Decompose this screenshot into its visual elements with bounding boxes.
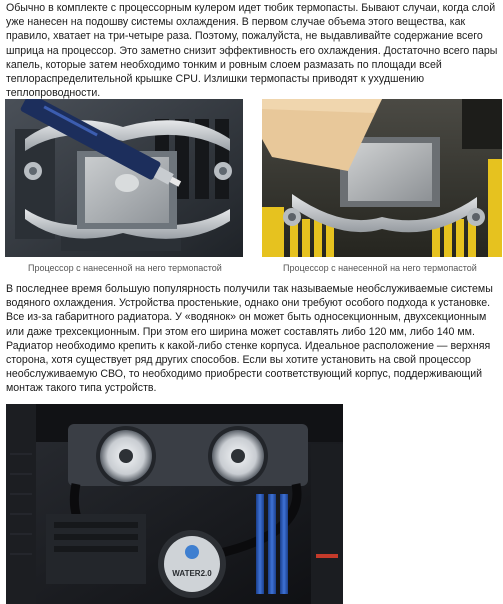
cpu-thermal-paste-syringe-photo <box>5 99 243 257</box>
intro-text-start: Обычно в комплекте с процессорным кулером идет тюбик термопасты. Бывают случаи, когда слой уже нанесен на подошву системы охлаждения. В первом случае объема этого вещества, как правило, хватает на три-четыре раза. Поэтому, <box>6 2 496 43</box>
cooler-logo-text: WATER2.0 <box>172 569 212 578</box>
intro-text-end: . Это заметно снизит эффективность его охлаждения. Достаточно всего пары капель, которые затем необходимо тонким и ровным слоем размазать по площади всей теплораспределительной крышке CPU. Излишки термопасты приводят к ухудшению теплопроводности. <box>6 44 498 100</box>
intro-paragraph <box>6 1 500 100</box>
water-cooling-install-photo <box>6 404 343 604</box>
water-cooling-paragraph: В последнее время большую популярность получили так называемые необслуживаемые системы водяного охлаждения. Устройства простенькие, однако они требуют особого подхода к установке. Все из-за габаритного радиатора. У «водянок» он может быть односекционным, двухсекционным или даже трехсекционным. При этом его ширина может составлять либо 120 мм, либо 140 мм. Радиатор необходимо крепить к какой-либо стенке корпуса. Идеальное расположение — верхняя сторона, хотя существует ряд других способов. Если вы хотите установить на свой процессор необслуживаемую СВО, то необходимо приобрести соответствующий корпус, поддерживающий монтаж такого типа устройств. <box>6 283 493 395</box>
highlighted-warning: пожалуйста, не выдавливайте содержание всего шприца на процессор <box>6 30 483 57</box>
cpu-thermal-pad-photo <box>262 99 502 257</box>
left-photo-caption: Процессор с нанесенной на него термопастой <box>28 263 222 273</box>
right-photo-caption: Процессор с нанесенной на него термопастой <box>283 263 477 273</box>
